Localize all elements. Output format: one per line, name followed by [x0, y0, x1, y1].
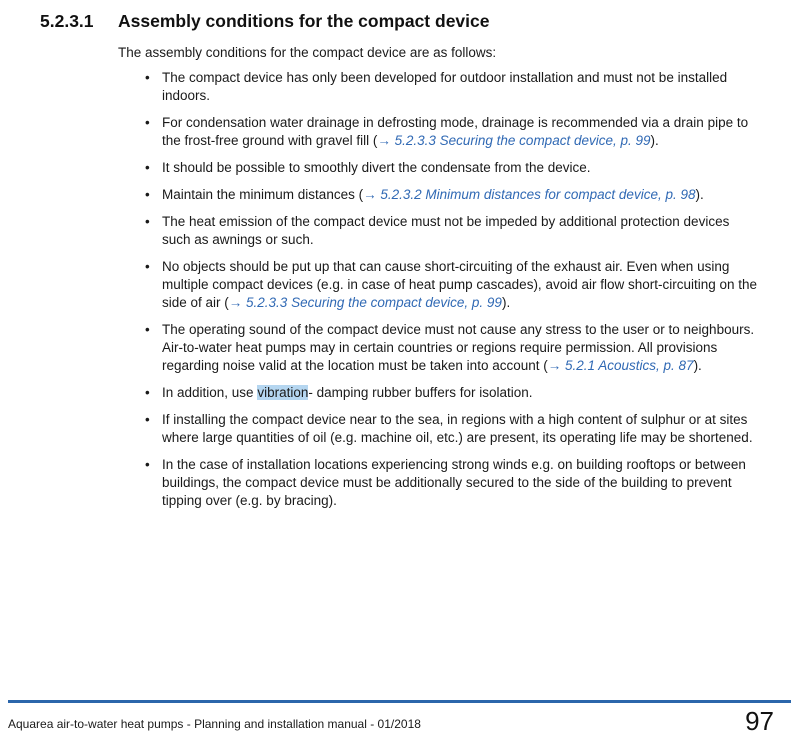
list-item [118, 114, 766, 150]
list-item [118, 456, 766, 510]
bullet-text [162, 456, 758, 510]
bullet-list [118, 69, 766, 519]
intro-text: The assembly conditions for the compact device are as follows: [118, 45, 497, 60]
text-segment: No objects should be put up that can cause short-circuiting of the exhaust air. Even when using multiple compact devices (e.g. in case of heat pump cascades), avoid air flow short-circuiting on the side of air ( [162, 259, 758, 310]
section-heading [40, 10, 489, 32]
list-item [118, 321, 766, 375]
bullet-text [162, 159, 758, 177]
cross-reference-link[interactable]: → 5.2.3.3 Securing the compact device, p. 99 [377, 133, 651, 148]
text-segment: It should be possible to smoothly divert the condensate from the device. [162, 160, 591, 175]
bullet-marker: • [145, 214, 150, 229]
bullet-text [162, 114, 758, 150]
list-item [118, 384, 766, 402]
text-segment: ). [693, 358, 702, 373]
list-item [118, 411, 766, 447]
bullet-marker: • [145, 115, 150, 130]
text-segment: ). [695, 187, 704, 202]
bullet-marker: • [145, 259, 150, 274]
bullet-text [162, 411, 758, 447]
list-item [118, 186, 766, 204]
page-number: 97 [745, 706, 774, 736]
bullet-text [162, 321, 758, 375]
footer-rule [8, 700, 791, 703]
text-segment: ). [650, 133, 659, 148]
section-number: 5.2.3.1 [40, 11, 94, 31]
cross-reference-link[interactable]: → 5.2.3.3 Securing the compact device, p. 99 [228, 295, 502, 310]
bullet-text [162, 186, 758, 204]
bullet-marker: • [145, 70, 150, 85]
bullet-text [162, 213, 758, 249]
bullet-text [162, 384, 758, 402]
cross-reference-link[interactable]: → 5.2.3.2 Minimum distances for compact device, p. 98 [363, 187, 696, 202]
text-segment: For condensation water drainage in defrosting mode, drainage is recommended via a drain pipe to the frost-free ground with gravel fill ( [162, 115, 749, 148]
bullet-marker: • [145, 187, 150, 202]
footer-text: Aquarea air-to-water heat pumps - Planning and installation manual - 01/2018 [8, 717, 421, 731]
text-segment: - damping rubber buffers for isolation. [308, 385, 533, 400]
text-segment: The heat emission of the compact device must not be impeded by additional protection devices such as awnings or such. [162, 214, 730, 247]
bullet-marker: • [145, 457, 150, 472]
text-segment: The operating sound of the compact device must not cause any stress to the user or to neighbours. Air-to-water heat pumps may in certain countries or regions require permission. All provisions regarding noise valid at the location must be taken into account ( [162, 322, 755, 373]
bullet-marker: • [145, 412, 150, 427]
section-title: Assembly conditions for the compact device [118, 11, 490, 31]
list-item [118, 213, 766, 249]
text-segment: Maintain the minimum distances ( [162, 187, 364, 202]
text-segment: In the case of installation locations experiencing strong winds e.g. on building rooftops or between buildings, the compact device must be additionally secured to the side of the building to prevent tipping over (e.g. by bracing). [162, 457, 746, 508]
bullet-marker: • [145, 322, 150, 337]
text-segment: In addition, use [162, 385, 258, 400]
cross-reference-link[interactable]: → 5.2.1 Acoustics, p. 87 [547, 358, 694, 373]
text-segment: If installing the compact device near to the sea, in regions with a high content of sulphur or at sites where large quantities of oil (e.g. machine oil, etc.) are present, its operating life may be shortened. [162, 412, 753, 445]
list-item [118, 258, 766, 312]
search-highlight: vibration [257, 385, 309, 400]
list-item [118, 69, 766, 105]
text-segment: The compact device has only been developed for outdoor installation and must not be installed indoors. [162, 70, 728, 103]
list-item [118, 159, 766, 177]
bullet-marker: • [145, 385, 150, 400]
bullet-text [162, 69, 758, 105]
text-segment: ). [501, 295, 511, 310]
bullet-marker: • [145, 160, 150, 175]
bullet-text [162, 258, 758, 312]
